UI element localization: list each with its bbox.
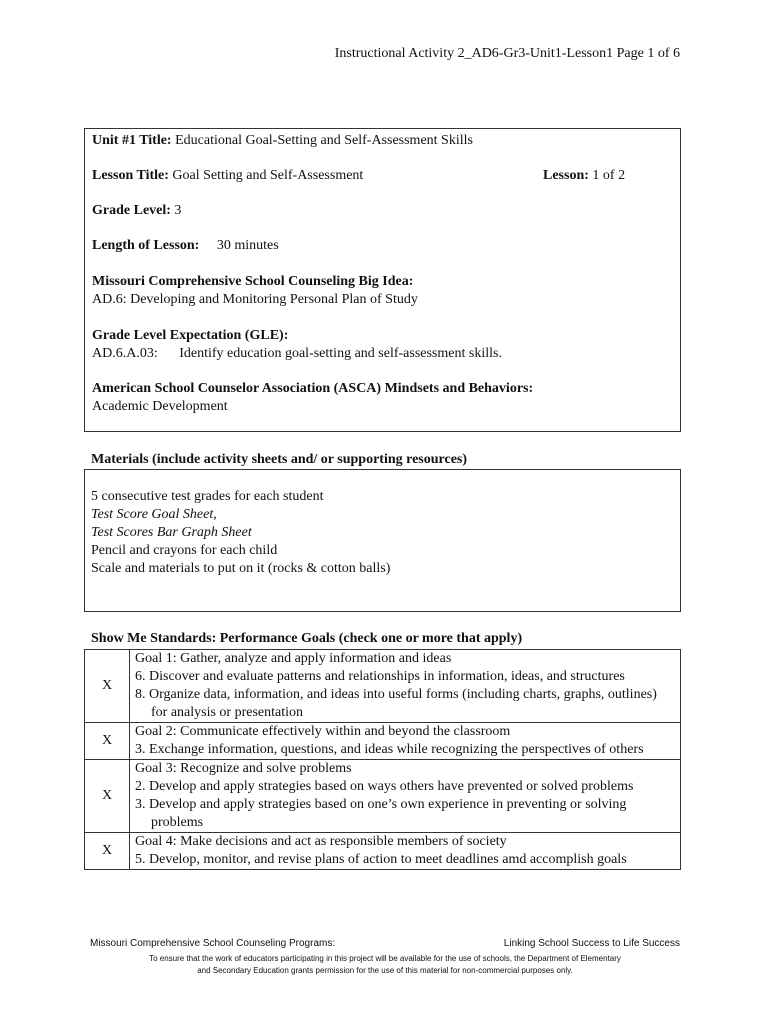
lesson-length-value: 30 minutes — [216, 238, 279, 253]
goal-title: Goal 3: Recognize and solve problems — [135, 761, 352, 776]
gle-label: Grade Level Expectation (GLE): — [92, 328, 289, 343]
materials-item: Test Score Goal Sheet, — [91, 507, 217, 522]
goal-item: 3. Exchange information, questions, and ideas while recognizing the perspectives of others — [135, 742, 644, 757]
standards-heading: Show Me Standards: Performance Goals (check one or more that apply) — [91, 631, 523, 646]
unit-title-label: Unit #1 Title: — [92, 133, 172, 148]
materials-heading: Materials (include activity sheets and/ or supporting resources) — [91, 452, 468, 467]
lesson-title-label: Lesson Title: — [92, 168, 169, 183]
materials-item: 5 consecutive test grades for each student — [91, 489, 324, 504]
goal-check-mark: X — [85, 833, 130, 870]
lesson-number-label: Lesson: — [543, 168, 589, 183]
materials-item: Pencil and crayons for each child — [91, 543, 278, 558]
footer-note-line: To ensure that the work of educators participating in this project will be available for the use of schools, the Department of Elementary — [149, 954, 621, 963]
goal-item: 2. Develop and apply strategies based on ways others have prevented or solved problems — [135, 779, 634, 794]
gle-code: AD.6.A.03: — [92, 346, 158, 361]
big-idea-value: AD.6: Developing and Monitoring Personal Plan of Study — [92, 292, 418, 307]
table-row — [85, 833, 681, 870]
unit-title-value: Educational Goal-Setting and Self-Assessment Skills — [175, 133, 473, 148]
materials-item: Scale and materials to put on it (rocks & cotton balls) — [91, 561, 391, 576]
materials-box — [84, 469, 681, 612]
footer-note-line: and Secondary Education grants permission for the use of this material for non-commercial purposes only. — [197, 966, 573, 975]
goal-item: 5. Develop, monitor, and revise plans of action to meet deadlines amd accomplish goals — [135, 852, 627, 867]
goal-item: 8. Organize data, information, and ideas into useful forms (including charts, graphs, outlines) for analysis or presentation — [135, 687, 657, 720]
footer-note — [0, 953, 770, 977]
gle-value: Identify education goal-setting and self-assessment skills. — [179, 346, 502, 361]
table-row — [85, 760, 681, 833]
unit-info-box — [84, 128, 681, 432]
lesson-length-label: Length of Lesson: — [92, 238, 200, 253]
footer-right: Linking School Success to Life Success — [503, 938, 680, 949]
goal-cell — [130, 833, 681, 870]
goal-item: 6. Discover and evaluate patterns and relationships in information, ideas, and structures — [135, 669, 625, 684]
table-row — [85, 650, 681, 723]
lesson-title-value: Goal Setting and Self-Assessment — [172, 168, 364, 183]
asca-value: Academic Development — [92, 399, 228, 414]
goal-title: Goal 1: Gather, analyze and apply information and ideas — [135, 651, 452, 666]
asca-label: American School Counselor Association (ASCA) Mindsets and Behaviors: — [92, 381, 534, 396]
big-idea-label: Missouri Comprehensive School Counseling Big Idea: — [92, 274, 414, 289]
standards-table — [84, 649, 681, 870]
goal-item: 3. Develop and apply strategies based on one’s own experience in preventing or solving problems — [135, 797, 627, 830]
unit-title-row — [92, 133, 473, 149]
footer-left: Missouri Comprehensive School Counseling Programs: — [90, 938, 336, 949]
materials-item: Test Scores Bar Graph Sheet — [91, 525, 252, 540]
lesson-length-row — [92, 238, 279, 254]
grade-level-label: Grade Level: — [92, 203, 171, 218]
page-header: Instructional Activity 2_AD6-Gr3-Unit1-Lesson1 Page 1 of 6 — [334, 46, 680, 61]
goal-check-mark: X — [85, 650, 130, 723]
grade-level-row — [92, 203, 181, 219]
grade-level-value: 3 — [174, 203, 182, 218]
goal-cell — [130, 650, 681, 723]
table-row — [85, 723, 681, 760]
lesson-number-row — [543, 168, 625, 184]
goal-check-mark: X — [85, 760, 130, 833]
gle-row — [92, 346, 502, 362]
lesson-number-value: 1 of 2 — [592, 168, 626, 183]
goal-title: Goal 2: Communicate effectively within and beyond the classroom — [135, 724, 511, 739]
goal-check-mark: X — [85, 723, 130, 760]
goal-title: Goal 4: Make decisions and act as responsible members of society — [135, 834, 507, 849]
lesson-title-row — [92, 168, 363, 184]
goal-cell — [130, 723, 681, 760]
goal-cell — [130, 760, 681, 833]
